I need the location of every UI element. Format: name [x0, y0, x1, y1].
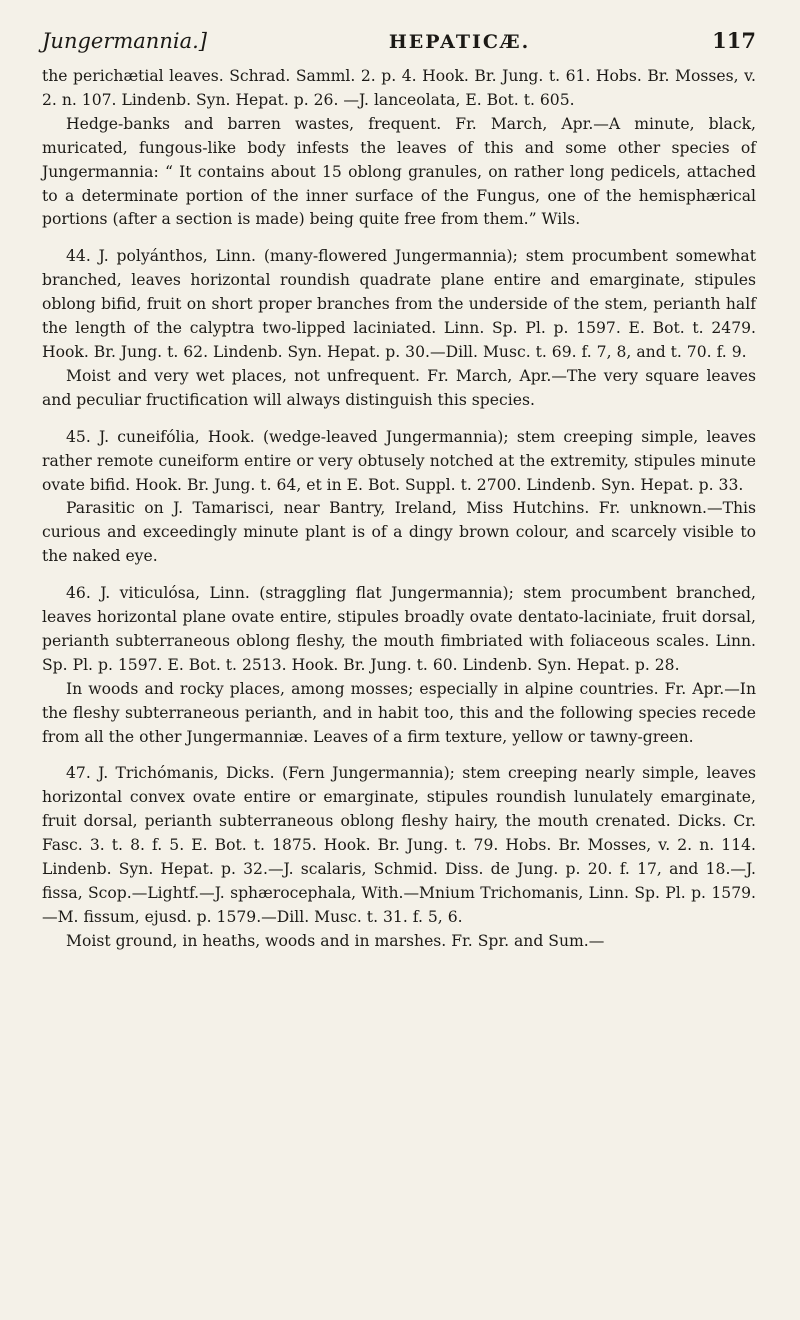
species-entry-45: 45. J. cuneifólia, Hook. (wedge-leaved Jungermannia); stem creeping simple, leaves rather remote cuneiform entire or very obtusely notched at the extremity, stipules minute ovate bifid. Hook. Br. Jung. t. 64, et in E. Bot. Suppl. t. 2700. Lindenb. Syn. Hepat. p. 33.	[42, 427, 756, 494]
paragraph-habitat-44: Moist and very wet places, not unfrequent. Fr. March, Apr.—The very square leaves and peculiar fructification will always distinguish this species.	[42, 366, 756, 409]
paragraph-habitat-43: Hedge-banks and barren wastes, frequent. Fr. March, Apr.—A minute, black, muricated, fungous-like body infests the leaves of this and some other species of Jungermannia: “ It contains about 15 oblong granules, on rather long pedicels, attached to a determinate portion of the inner surface of the Fungus, one of the hemisphærical portions (after a section is made) being quite free from them.” Wils.	[42, 114, 756, 229]
section-title: HEPATICÆ.	[388, 31, 531, 53]
species-entry-44: 44. J. polyánthos, Linn. (many-flowered Jungermannia); stem procumbent somewhat branched, leaves horizontal roundish quadrate plane entire and emarginate, stipules oblong bifid, fruit on short proper branches from the underside of the stem, perianth half the length of the calyptra two-lipped laciniated. Linn. Sp. Pl. p. 1597. E. Bot. t. 2479. Hook. Br. Jung. t. 62. Lindenb. Syn. Hepat. p. 30.—Dill. Musc. t. 69. f. 7, 8, and t. 70. f. 9.	[42, 247, 756, 361]
running-header	[42, 28, 756, 53]
paragraph-habitat-45: Parasitic on J. Tamarisci, near Bantry, Ireland, Miss Hutchins. Fr. unknown.—This curious and exceedingly minute plant is of a dingy brown colour, and scarcely visible to the naked eye.	[42, 499, 756, 566]
paragraph-habitat-47: Moist ground, in heaths, woods and in marshes. Fr. Spr. and Sum.—	[66, 931, 605, 950]
species-entry-47: 47. J. Trichómanis, Dicks. (Fern Jungermannia); stem creeping nearly simple, leaves horizontal convex ovate entire or emarginate, stipules roundish lunulately emarginate, fruit dorsal, perianth subterraneous oblong fleshy hairy, the mouth crenated. Dicks. Cr. Fasc. 3. t. 8. f. 5. E. Bot. t. 1875. Hook. Br. Jung. t. 79. Hobs. Br. Mosses, v. 2. n. 114. Lindenb. Syn. Hepat. p. 32.—J. scalaris, Schmid. Diss. de Jung. p. 20. f. 17, and 18.—J. fissa, Scop.—Lightf.—J. sphærocephala, With.—Mnium Trichomanis, Linn. Sp. Pl. p. 1579.—M. fissum, ejusd. p. 1579.—Dill. Musc. t. 31. f. 5, 6.	[42, 764, 756, 926]
running-title: Jungermannia.]	[42, 29, 207, 53]
page-body	[42, 65, 756, 954]
paragraph-continuation: the perichætial leaves. Schrad. Samml. 2. p. 4. Hook. Br. Jung. t. 61. Hobs. Br. Mosses, v. 2. n. 107. Lindenb. Syn. Hepat. p. 26. —J. lanceolata, E. Bot. t. 605.	[42, 67, 756, 109]
paragraph-habitat-46: In woods and rocky places, among mosses; especially in alpine countries. Fr. Apr.—In the fleshy subterraneous perianth, and in habit too, this and the following species recede from all the other Jungermanniæ. Leaves of a firm texture, yellow or tawny-green.	[42, 679, 756, 746]
species-entry-46: 46. J. viticulósa, Linn. (straggling flat Jungermannia); stem procumbent branched, leaves horizontal plane ovate entire, stipules broadly ovate dentato-laciniate, fruit dorsal, perianth subterraneous oblong fleshy, the mouth fimbriated with foliaceous scales. Linn. Sp. Pl. p. 1597. E. Bot. t. 2513. Hook. Br. Jung. t. 60. Lindenb. Syn. Hepat. p. 28.	[42, 584, 756, 674]
page-number: 117	[712, 28, 756, 53]
